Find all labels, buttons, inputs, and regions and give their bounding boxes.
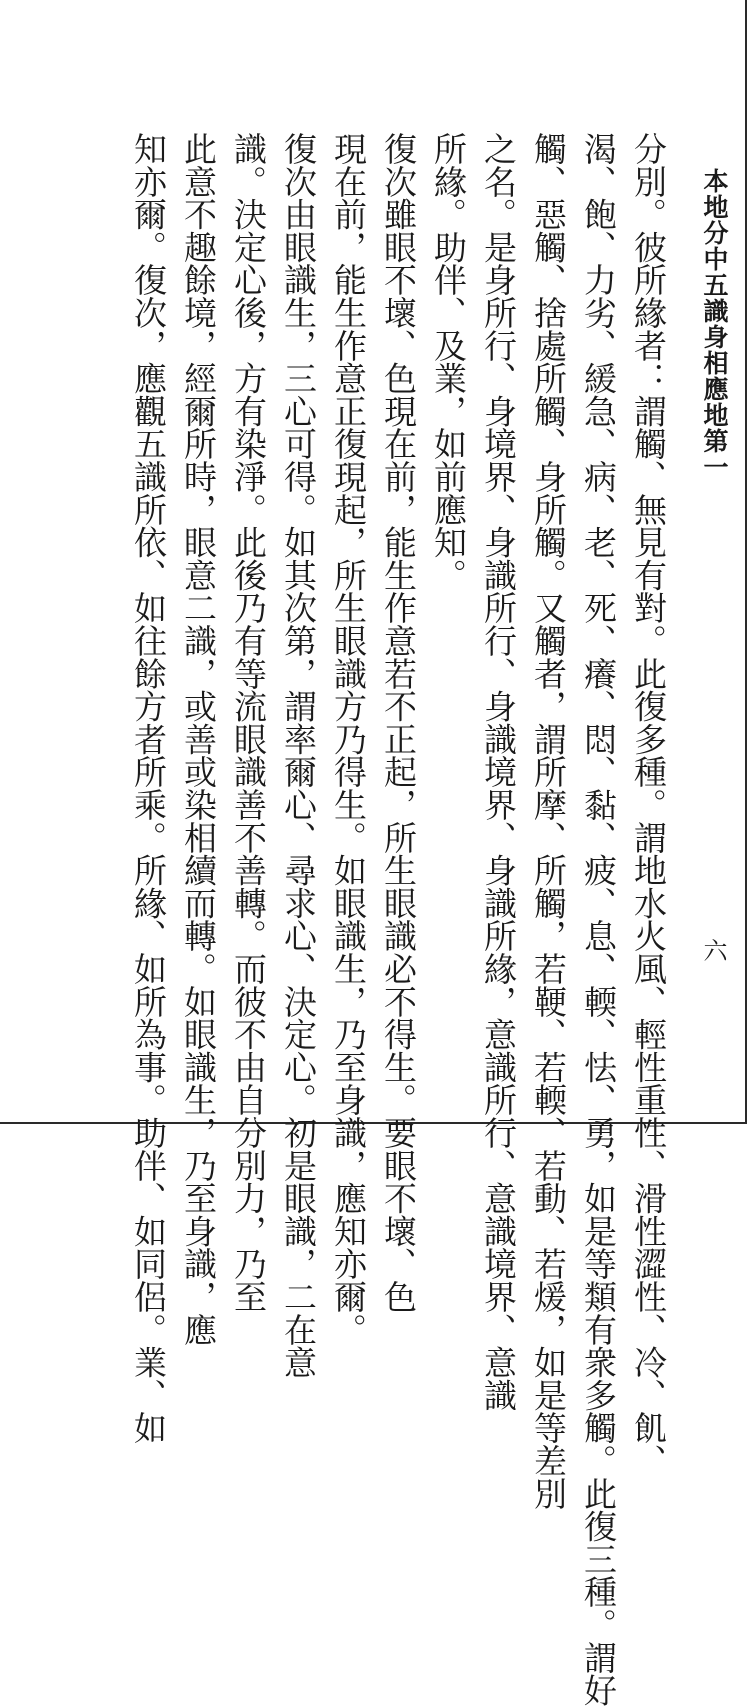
text-column-11: 知亦爾。復次，應觀五識所依、如往餘方者所乘。所緣、如所為事。助伴、如同侶。業、如	[129, 132, 168, 1445]
text-column-3: 觸、惡觸、捨處所觸、身所觸。又觸者，謂所摩、所觸，若鞕、若輭、若動、若煖，如是等差別	[529, 132, 568, 1510]
page-number: 六	[699, 938, 727, 962]
text-column-5: 所緣。助伴、及業，如前應知。	[429, 132, 468, 592]
text-column-10: 此意不趣餘境，經爾所時，眼意二識，或善或染相續而轉。如眼識生，乃至身識，應	[179, 132, 218, 1346]
text-column-9: 識。決定心後，方有染淨。此後乃有等流眼識善不善轉。而彼不由自分別力，乃至	[229, 132, 268, 1313]
text-column-1: 分別。彼所緣者：謂觸、無見有對。此復多種。謂地水火風、輕性重性、滑性澀性、冷、飢、	[629, 132, 668, 1477]
text-column-4: 之名。是身所行、身境界、身識所行、身識境界、身識所緣，意識所行、意識境界、意識	[479, 132, 518, 1412]
text-column-6: 復次雖眼不壞、色現在前，能生作意若不正起，所生眼識必不得生。要眼不壞、色	[379, 132, 418, 1313]
page-header-title: 本地分中五識身相應地第一	[700, 168, 729, 480]
text-column-7: 現在前，能生作意正復現起，所生眼識方乃得生。如眼識生，乃至身識，應知亦爾。	[329, 132, 368, 1346]
text-column-8: 復次由眼識生，三心可得。如其次第，謂率爾心、尋求心、決定心。初是眼識，二在意	[279, 132, 318, 1379]
text-column-2: 渴、飽、力劣、緩急、病、老、死、癢、悶、黏、疲、息、輭、怯、勇，如是等類有衆多觸。此復三種。謂好	[579, 132, 618, 1706]
